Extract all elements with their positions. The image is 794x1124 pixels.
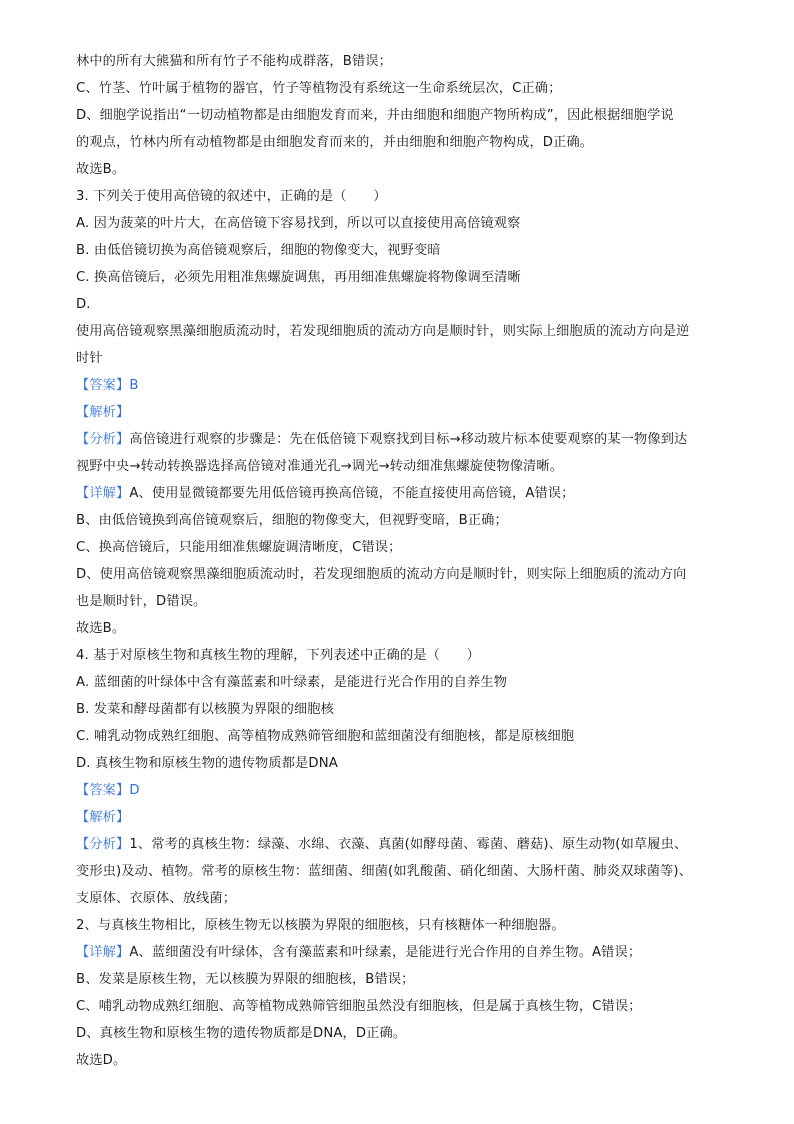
question-4-option-a: A. 蓝细菌的叶绿体中含有藻蓝素和叶绿素，是能进行光合作用的自养生物 bbox=[76, 675, 508, 690]
question-4-stem: 4. 基于对原核生物和真核生物的理解，下列表述中正确的是（ ） bbox=[76, 648, 481, 663]
text-line: D、真核生物和原核生物的遗传物质都是DNA，D正确。 bbox=[76, 1026, 407, 1041]
text-line: D、细胞学说指出“一切动植物都是由细胞发育而来，并由细胞和细胞产物所构成”，因此根据细胞学说 bbox=[76, 108, 674, 123]
text-line: 林中的所有大熊猫和所有竹子不能构成群落，B错误； bbox=[76, 54, 392, 69]
text-line: 故选B。 bbox=[76, 162, 126, 177]
answer-label: 【答案】B bbox=[76, 378, 139, 393]
text-line: 2、与真核生物相比，原核生物无以核膜为界限的细胞核，只有核糖体一种细胞器。 bbox=[76, 918, 565, 933]
text-line: C、换高倍镜后，只能用细准焦螺旋调清晰度，C错误； bbox=[76, 540, 402, 555]
explanation-label: 【解析】 bbox=[76, 405, 130, 420]
text-line: B、发菜是原核生物，无以核膜为界限的细胞核，B错误； bbox=[76, 972, 415, 987]
question-3-option-c: C. 换高倍镜后，必须先用粗准焦螺旋调焦，再用细准焦螺旋将物像调至清晰 bbox=[76, 270, 521, 285]
detail-line: 【详解】A、使用显微镜都要先用低倍镜再换高倍镜，不能直接使用高倍镜，A错误； bbox=[76, 486, 575, 501]
text-line: C、竹茎、竹叶属于植物的器官，竹子等植物没有系统这一生命系统层次，C正确； bbox=[76, 81, 562, 96]
analysis-line: 【分析】1、常考的真核生物：绿藻、水绵、衣藻、真菌(如酵母菌、霉菌、蘑菇)、原生动物(如草履虫、 bbox=[76, 837, 688, 852]
question-3-option-d: D. bbox=[76, 297, 91, 312]
text-line: 使用高倍镜观察黑藻细胞质流动时，若发现细胞质的流动方向是顺时针，则实际上细胞质的流动方向是逆 bbox=[76, 324, 690, 339]
question-3-option-b: B. 由低倍镜切换为高倍镜观察后，细胞的物像变大，视野变暗 bbox=[76, 243, 441, 258]
text-line: 故选B。 bbox=[76, 621, 126, 636]
text-line: 故选D。 bbox=[76, 1053, 127, 1068]
text-line: 支原体、衣原体、放线菌； bbox=[76, 891, 237, 906]
question-4-option-b: B. 发菜和酵母菌都有以核膜为界限的细胞核 bbox=[76, 702, 334, 717]
question-3-option-a: A. 因为菠菜的叶片大，在高倍镜下容易找到，所以可以直接使用高倍镜观察 bbox=[76, 216, 521, 231]
analysis-line: 【分析】高倍镜进行观察的步骤是：先在低倍镜下观察找到目标→移动玻片标本使要观察的某一物像到达 bbox=[76, 432, 688, 447]
section-tag: 【详解】 bbox=[76, 945, 130, 960]
question-4-option-d: D. 真核生物和原核生物的遗传物质都是DNA bbox=[76, 756, 338, 771]
text-line: C、哺乳动物成熟红细胞、高等植物成熟筛管细胞虽然没有细胞核，但是属于真核生物，C错误； bbox=[76, 999, 642, 1014]
text-line: 时针 bbox=[76, 351, 103, 366]
text-line: 的观点，竹林内所有动植物都是由细胞发育而来的，并由细胞和细胞产物构成，D正确。 bbox=[76, 135, 594, 150]
section-tag: 【分析】 bbox=[76, 837, 130, 852]
answer-label: 【答案】D bbox=[76, 783, 140, 798]
question-3-stem: 3. 下列关于使用高倍镜的叙述中，正确的是（ ） bbox=[76, 189, 387, 204]
question-4-option-c: C. 哺乳动物成熟红细胞、高等植物成熟筛管细胞和蓝细菌没有细胞核，都是原核细胞 bbox=[76, 729, 575, 744]
text-line: 也是顺时针，D错误。 bbox=[76, 594, 207, 609]
detail-line: 【详解】A、蓝细菌没有叶绿体，含有藻蓝素和叶绿素，是能进行光合作用的自养生物。A错误； bbox=[76, 945, 642, 960]
section-tag: 【分析】 bbox=[76, 432, 130, 447]
text-line: D、使用高倍镜观察黑藻细胞质流动时，若发现细胞质的流动方向是顺时针，则实际上细胞质的流动方向 bbox=[76, 567, 687, 582]
text-line: B、由低倍镜换到高倍镜观察后，细胞的物像变大，但视野变暗，B正确； bbox=[76, 513, 508, 528]
section-tag: 【详解】 bbox=[76, 486, 130, 501]
text-line: 视野中央→转动转换器选择高倍镜对准通光孔→调光→转动细准焦螺旋使物像清晰。 bbox=[76, 459, 564, 474]
text-line: 变形虫)及动、植物。常考的原核生物：蓝细菌、细菌(如乳酸菌、硝化细菌、大肠杆菌、肺炎双球菌等)、 bbox=[76, 864, 693, 879]
explanation-label: 【解析】 bbox=[76, 810, 130, 825]
